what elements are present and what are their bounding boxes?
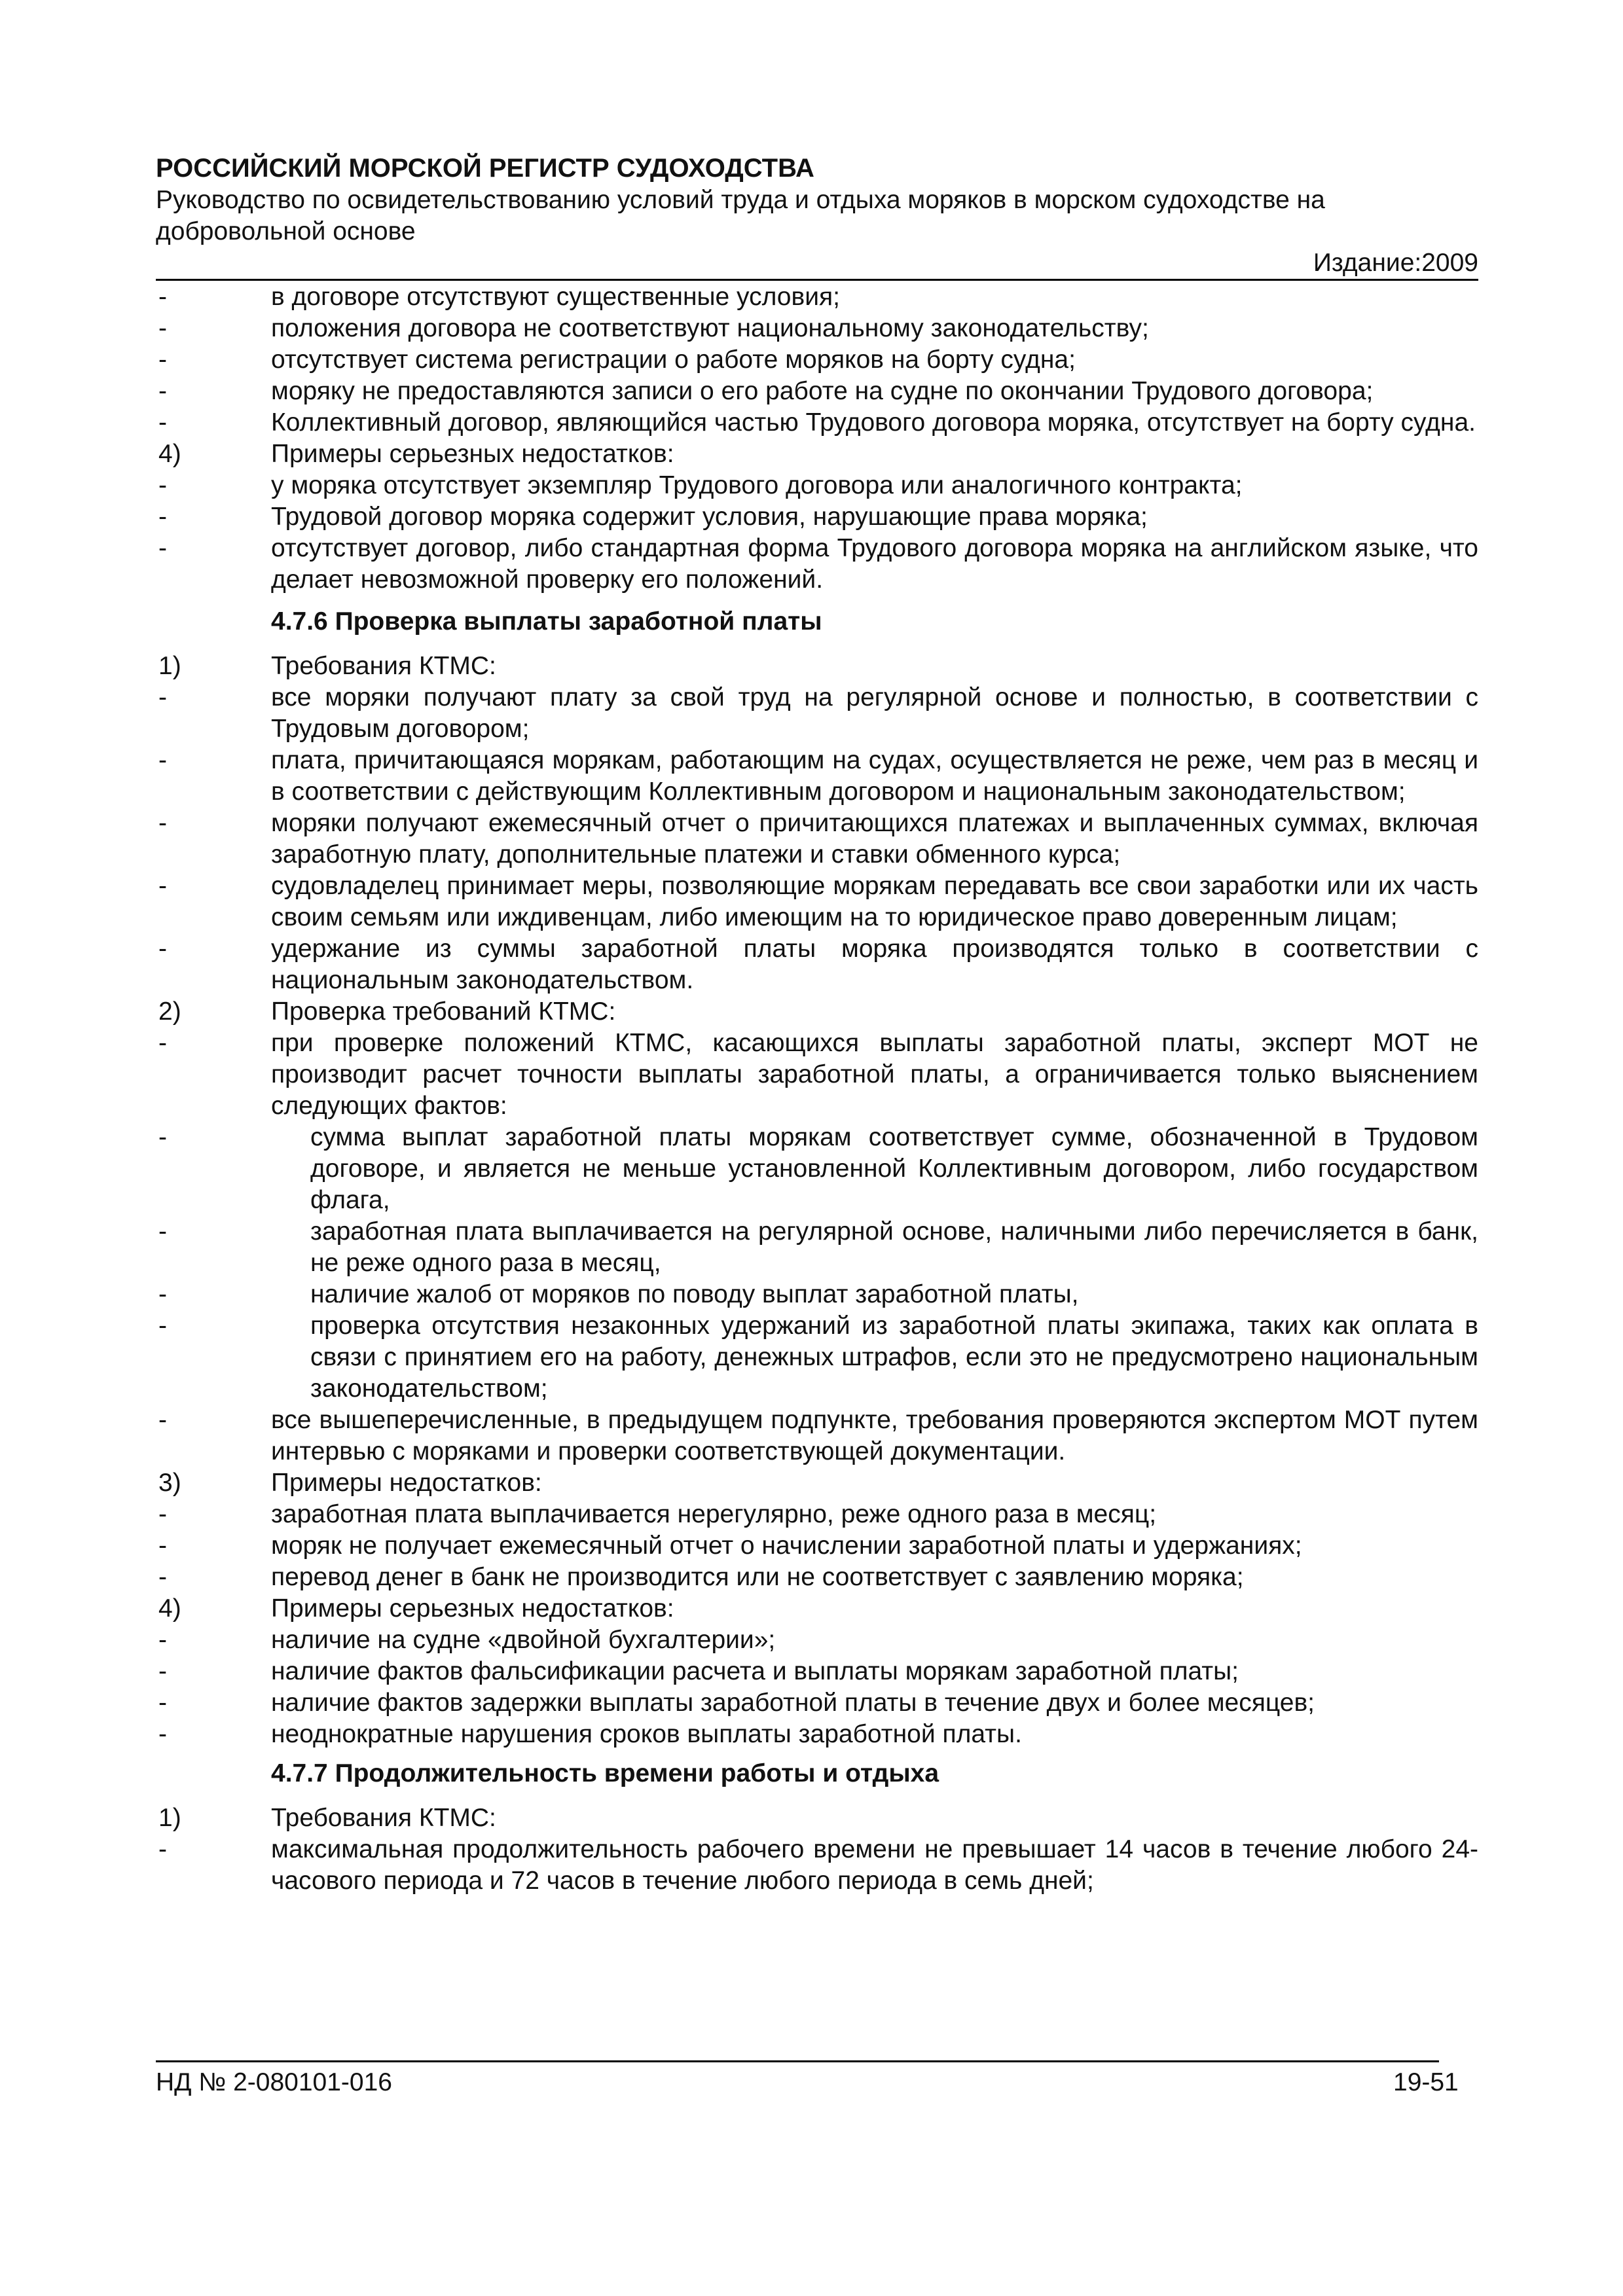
page-number: 19-51	[1393, 2068, 1459, 2096]
list-item	[156, 1562, 1478, 1593]
list-marker: -	[158, 872, 167, 900]
list-item-text: Коллективный договор, являющийся частью Трудового договора моряка, отсутствует на борту судна.	[271, 408, 1476, 437]
list-item-text: заработная плата выплачивается нерегулярно, реже одного раза в месяц;	[271, 1500, 1157, 1528]
list-item-text: все вышеперечисленные, в предыдущем подпункте, требования проверяются экспертом МОТ путем интервью с моряками и проверки соответствующей документации.	[271, 1406, 1478, 1465]
list-item-text: все моряки получают плату за свой труд на регулярной основе и полностью, в соответствии с Трудовым договором;	[271, 683, 1478, 743]
list-item	[156, 1719, 1478, 1750]
list-item	[156, 1122, 1478, 1216]
list-item-text: в договоре отсутствуют существенные условия;	[271, 283, 840, 311]
list-marker: 3)	[158, 1469, 181, 1497]
list-marker: -	[158, 809, 167, 837]
list-marker: -	[158, 1720, 167, 1748]
list-item-text: удержание из суммы заработной платы моряка производятся только в соответствии с национальным законодательством.	[271, 935, 1478, 994]
list-item-text: сумма выплат заработной платы морякам соответствует сумме, обозначенной в Трудовом договоре, и является не меньше установленной Коллективным договором, либо государством флага,	[310, 1123, 1478, 1214]
list-item	[156, 533, 1478, 596]
list-item	[156, 1803, 1478, 1834]
list-item	[156, 996, 1478, 1028]
list-item	[156, 1499, 1478, 1530]
list-item	[156, 1216, 1478, 1279]
list-item-text: наличие фактов фальсификации расчета и выплаты морякам заработной платы;	[271, 1657, 1239, 1685]
item-list-continuation	[156, 281, 1478, 596]
list-item	[156, 1310, 1478, 1405]
list-marker: -	[158, 534, 167, 562]
list-item	[156, 808, 1478, 870]
list-item-text: моряку не предоставляются записи о его работе на судне по окончании Трудового договора;	[271, 377, 1374, 405]
item-list-work-hours	[156, 1803, 1478, 1897]
document-subtitle: Руководство по освидетельствованию условий труда и отдыха моряков в морском судоходстве на добровольной основе	[156, 186, 1325, 245]
item-list-wages	[156, 651, 1478, 1750]
list-marker: 1)	[158, 1804, 181, 1832]
section-heading-4-7-7: 4.7.7 Продолжительность времени работы и отдыха	[271, 1759, 939, 1787]
list-item-text: наличие жалоб от моряков по поводу выплат заработной платы,	[310, 1280, 1079, 1308]
document-number: НД № 2-080101-016	[156, 2068, 392, 2096]
list-item-text: наличие фактов задержки выплаты заработной платы в течение двух и более месяцев;	[271, 1689, 1315, 1717]
list-marker: -	[158, 1500, 167, 1528]
list-marker: -	[158, 471, 167, 499]
list-marker: -	[158, 1029, 167, 1057]
page-body	[156, 281, 1478, 1897]
document-header	[156, 152, 1478, 279]
list-marker: -	[158, 1406, 167, 1434]
list-item-text: плата, причитающаяся морякам, работающим на судах, осуществляется не реже, чем раз в месяц и в соответствии с действующим Коллективным договором и национальным законодательством;	[271, 746, 1478, 806]
list-marker: -	[158, 1312, 167, 1340]
list-item-text: отсутствует система регистрации о работе моряков на борту судна;	[271, 346, 1076, 374]
edition-label: Издание:2009	[1313, 249, 1478, 277]
list-item	[156, 1656, 1478, 1687]
list-marker: -	[158, 1532, 167, 1560]
list-marker: -	[158, 1626, 167, 1654]
list-item	[156, 682, 1478, 745]
list-item-text: Трудовой договор моряка содержит условия, нарушающие права моряка;	[271, 503, 1148, 531]
list-marker: -	[158, 746, 167, 774]
list-marker: 2)	[158, 997, 181, 1026]
list-marker: -	[158, 1563, 167, 1591]
list-marker: -	[158, 283, 167, 311]
list-item	[156, 313, 1478, 344]
list-item	[156, 344, 1478, 376]
list-item-text: перевод денег в банк не производится или не соответствует с заявлению моряка;	[271, 1563, 1244, 1591]
list-item-text: проверка отсутствия незаконных удержаний из заработной платы экипажа, таких как оплата в связи с принятием его на работу, денежных штрафов, если это не предусмотрено национальным законодательством;	[310, 1312, 1478, 1403]
header-divider	[156, 279, 1478, 281]
list-item	[156, 745, 1478, 808]
list-marker: -	[158, 1835, 167, 1863]
list-marker: -	[158, 314, 167, 342]
list-item-text: моряки получают ежемесячный отчет о причитающихся платежах и выплаченных суммах, включая заработную плату, дополнительные платежи и ставки обменного курса;	[271, 809, 1478, 869]
list-item	[156, 1028, 1478, 1122]
list-item-text: положения договора не соответствуют национальному законодательству;	[271, 314, 1149, 342]
list-item	[156, 1405, 1478, 1467]
list-item-text: Примеры серьезных недостатков:	[271, 1594, 674, 1623]
list-marker: 4)	[158, 1594, 181, 1623]
list-item-text: моряк не получает ежемесячный отчет о начислении заработной платы и удержаниях;	[271, 1532, 1302, 1560]
list-item	[156, 281, 1478, 313]
list-marker: -	[158, 683, 167, 711]
list-item	[156, 870, 1478, 933]
list-marker: -	[158, 1657, 167, 1685]
section-heading-4-7-6: 4.7.6 Проверка выплаты заработной платы	[271, 607, 822, 636]
list-item-text: заработная плата выплачивается на регулярной основе, наличными либо перечисляется в банк, не реже одного раза в месяц,	[310, 1217, 1478, 1277]
list-item-text: неоднократные нарушения сроков выплаты заработной платы.	[271, 1720, 1022, 1748]
footer-divider	[156, 2060, 1439, 2062]
list-item	[156, 1279, 1478, 1310]
list-item	[156, 1530, 1478, 1562]
list-item-text: Примеры серьезных недостатков:	[271, 440, 674, 468]
list-item-text: Требования КТМС:	[271, 652, 496, 680]
list-item	[156, 407, 1478, 439]
list-item	[156, 470, 1478, 501]
list-marker: -	[158, 1217, 167, 1246]
list-item	[156, 1467, 1478, 1499]
list-item	[156, 1593, 1478, 1624]
list-marker: 1)	[158, 652, 181, 680]
list-marker: -	[158, 1123, 167, 1151]
list-item	[156, 933, 1478, 996]
list-item	[156, 376, 1478, 407]
list-marker: -	[158, 503, 167, 531]
list-marker: -	[158, 1689, 167, 1717]
list-marker: 4)	[158, 440, 181, 468]
list-item	[156, 439, 1478, 470]
list-marker: -	[158, 408, 167, 437]
list-item-text: наличие на судне «двойной бухгалтерии»;	[271, 1626, 776, 1654]
list-item	[156, 1834, 1478, 1897]
list-item-text: максимальная продолжительность рабочего времени не превышает 14 часов в течение любого 24-часового периода и 72 часов в течение любого периода в семь дней;	[271, 1835, 1478, 1895]
list-item-text: отсутствует договор, либо стандартная форма Трудового договора моряка на английском языке, что делает невозможной проверку его положений.	[271, 534, 1478, 594]
list-item-text: Проверка требований КТМС:	[271, 997, 616, 1026]
list-marker: -	[158, 935, 167, 963]
list-item-text: Требования КТМС:	[271, 1804, 496, 1832]
list-item-text: при проверке положений КТМС, касающихся выплаты заработной платы, эксперт МОТ не производит расчет точности выплаты заработной платы, а ограничивается только выяснением следующих фактов:	[271, 1029, 1478, 1120]
list-marker: -	[158, 346, 167, 374]
list-item-text: у моряка отсутствует экземпляр Трудового договора или аналогичного контракта;	[271, 471, 1243, 499]
organization-name: РОССИЙСКИЙ МОРСКОЙ РЕГИСТР СУДОХОДСТВА	[156, 154, 814, 183]
list-item	[156, 1624, 1478, 1656]
list-marker: -	[158, 377, 167, 405]
list-item	[156, 501, 1478, 533]
list-item-text: Примеры недостатков:	[271, 1469, 542, 1497]
list-item-text: судовладелец принимает меры, позволяющие морякам передавать все свои заработки или их часть своим семьям или иждивенцам, либо имеющим на то юридическое право доверенным лицам;	[271, 872, 1478, 931]
list-item	[156, 651, 1478, 682]
list-marker: -	[158, 1280, 167, 1308]
list-item	[156, 1687, 1478, 1719]
